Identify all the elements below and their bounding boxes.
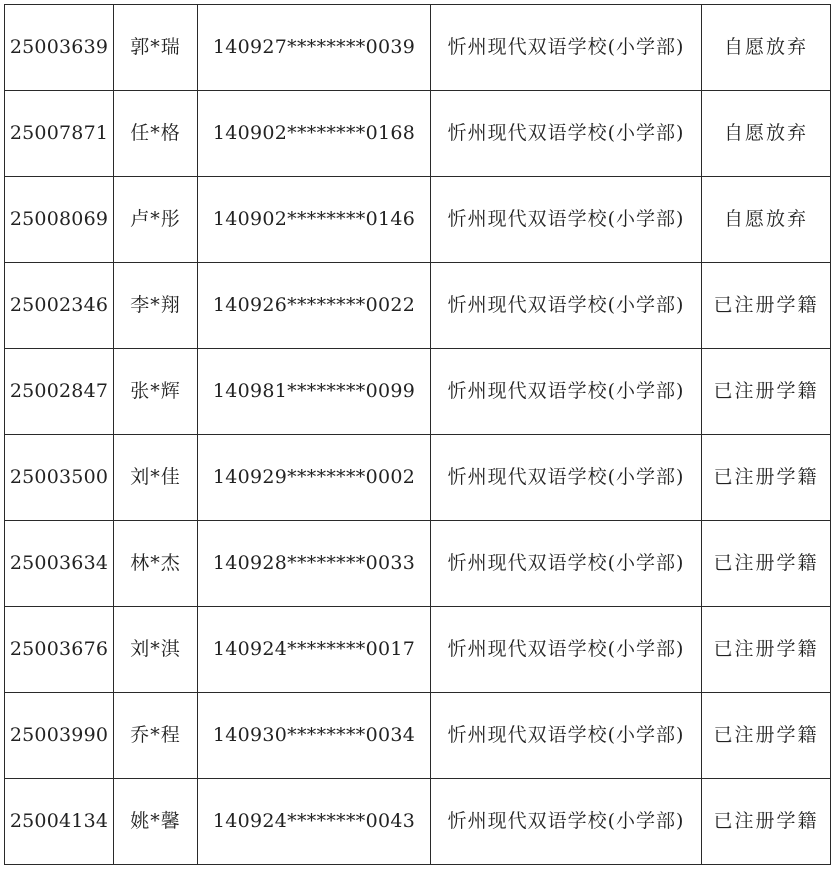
- table-row: [5, 779, 831, 865]
- table-row: [5, 349, 831, 435]
- table-row: [5, 693, 831, 779]
- id-number-cell: 140924********0043: [198, 779, 431, 865]
- student-name-cell: 姚*馨: [114, 779, 198, 865]
- status-cell: 已注册学籍: [702, 349, 831, 435]
- registration-number-cell: 25003990: [5, 693, 114, 779]
- enrollment-table: [4, 4, 831, 865]
- table-row: [5, 263, 831, 349]
- table-row: [5, 607, 831, 693]
- school-cell: 忻州现代双语学校(小学部): [431, 779, 702, 865]
- id-number-cell: 140929********0002: [198, 435, 431, 521]
- status-cell: 已注册学籍: [702, 263, 831, 349]
- registration-number-cell: 25003634: [5, 521, 114, 607]
- table-row: [5, 435, 831, 521]
- table-row: [5, 521, 831, 607]
- student-name-cell: 林*杰: [114, 521, 198, 607]
- table-body: [5, 5, 831, 865]
- school-cell: 忻州现代双语学校(小学部): [431, 177, 702, 263]
- school-cell: 忻州现代双语学校(小学部): [431, 91, 702, 177]
- school-cell: 忻州现代双语学校(小学部): [431, 693, 702, 779]
- registration-number-cell: 25003639: [5, 5, 114, 91]
- school-cell: 忻州现代双语学校(小学部): [431, 607, 702, 693]
- id-number-cell: 140902********0168: [198, 91, 431, 177]
- registration-number-cell: 25008069: [5, 177, 114, 263]
- registration-number-cell: 25003676: [5, 607, 114, 693]
- school-cell: 忻州现代双语学校(小学部): [431, 349, 702, 435]
- status-cell: 已注册学籍: [702, 435, 831, 521]
- status-cell: 自愿放弃: [702, 91, 831, 177]
- table-row: [5, 5, 831, 91]
- school-cell: 忻州现代双语学校(小学部): [431, 435, 702, 521]
- student-name-cell: 刘*佳: [114, 435, 198, 521]
- registration-number-cell: 25002847: [5, 349, 114, 435]
- status-cell: 已注册学籍: [702, 521, 831, 607]
- id-number-cell: 140924********0017: [198, 607, 431, 693]
- registration-number-cell: 25007871: [5, 91, 114, 177]
- id-number-cell: 140928********0033: [198, 521, 431, 607]
- school-cell: 忻州现代双语学校(小学部): [431, 521, 702, 607]
- id-number-cell: 140981********0099: [198, 349, 431, 435]
- student-name-cell: 任*格: [114, 91, 198, 177]
- student-name-cell: 刘*淇: [114, 607, 198, 693]
- registration-number-cell: 25002346: [5, 263, 114, 349]
- registration-number-cell: 25004134: [5, 779, 114, 865]
- id-number-cell: 140930********0034: [198, 693, 431, 779]
- student-name-cell: 郭*瑞: [114, 5, 198, 91]
- student-name-cell: 张*辉: [114, 349, 198, 435]
- status-cell: 已注册学籍: [702, 693, 831, 779]
- registration-number-cell: 25003500: [5, 435, 114, 521]
- student-name-cell: 卢*彤: [114, 177, 198, 263]
- table-row: [5, 177, 831, 263]
- id-number-cell: 140902********0146: [198, 177, 431, 263]
- id-number-cell: 140926********0022: [198, 263, 431, 349]
- school-cell: 忻州现代双语学校(小学部): [431, 5, 702, 91]
- status-cell: 已注册学籍: [702, 607, 831, 693]
- status-cell: 已注册学籍: [702, 779, 831, 865]
- status-cell: 自愿放弃: [702, 177, 831, 263]
- school-cell: 忻州现代双语学校(小学部): [431, 263, 702, 349]
- id-number-cell: 140927********0039: [198, 5, 431, 91]
- student-name-cell: 乔*程: [114, 693, 198, 779]
- status-cell: 自愿放弃: [702, 5, 831, 91]
- table-row: [5, 91, 831, 177]
- student-name-cell: 李*翔: [114, 263, 198, 349]
